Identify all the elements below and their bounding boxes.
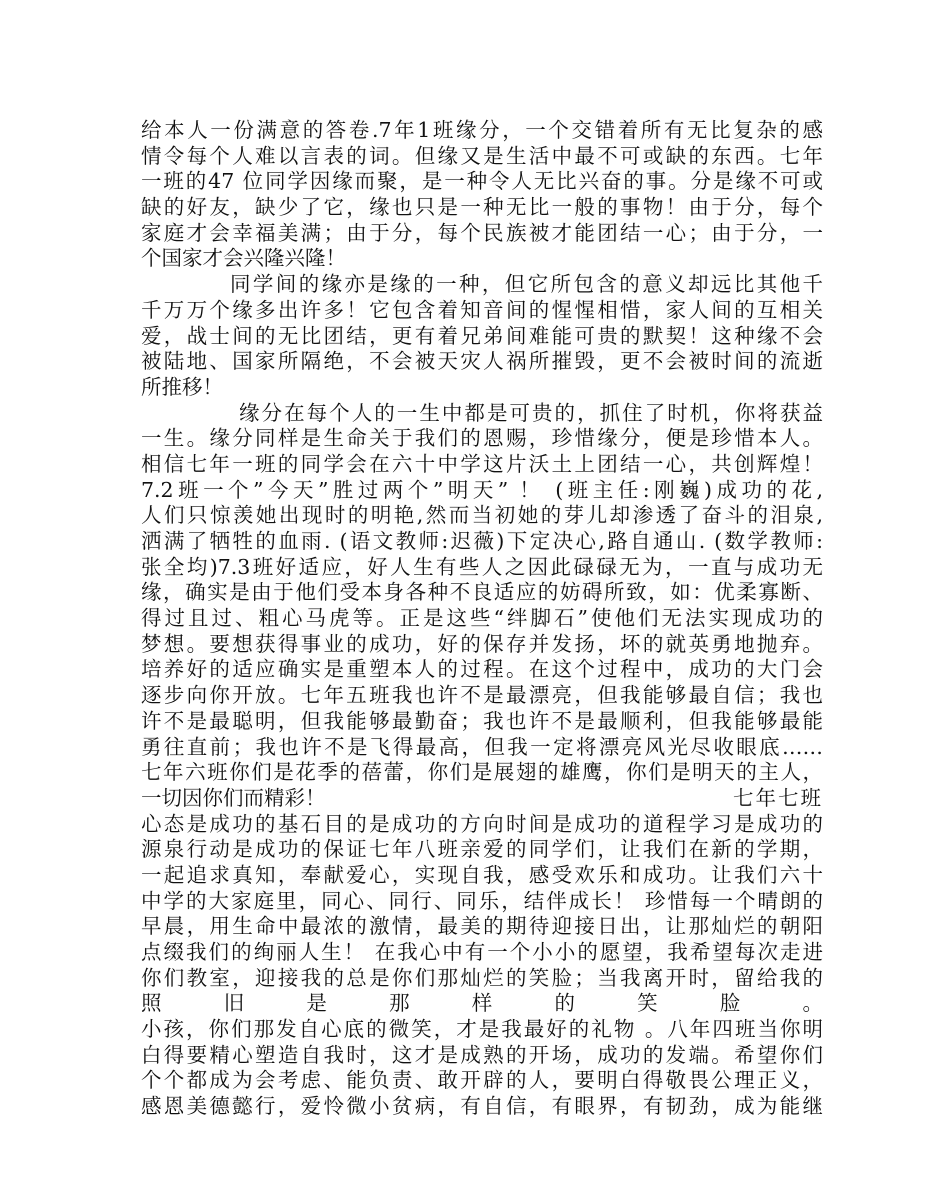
spread-char: 旧 — [223, 991, 245, 1016]
text-line: 中学的大家庭里，同心、同行、同乐，结伴成长！ 珍惜每一个晴朗的 — [141, 888, 823, 913]
text-line — [141, 786, 823, 812]
text-line: 给本人一份满意的答卷.7年1班缘分，一个交错着所有无比复杂的感 — [141, 118, 823, 142]
text-line: 家庭才会幸福美满；由于分，每个民族被才能团结一心；由于分，一 — [141, 220, 823, 245]
text-line: 个个都成为会考虑、能负责、敢开辟的人，要明白得敬畏公理正义， — [141, 1068, 823, 1093]
text-line: 逐步向你开放。七年五班我也许不是最漂亮，但我能够最自信；我也 — [141, 683, 823, 708]
spread-char: 那 — [389, 991, 410, 1016]
text-line: 心态是成功的基石目的是成功的方向时间是成功的道程学习是成功的 — [141, 811, 823, 836]
text-line: 爱，战士间的无比团结，更有着兄弟间难能可贵的默契！这种缘不会 — [141, 323, 823, 348]
document-body — [141, 118, 823, 1120]
text-line: 缺的好友，缺少了它，缘也只是一种无比一般的事物！由于分，每个 — [141, 195, 823, 220]
text-line: 培养好的适应确实是重塑本人的过程。在这个过程中，成功的大门会 — [141, 657, 823, 682]
text-line: 一班的47 位同学因缘而聚，是一种令人无比兴奋的事。分是缘不可或 — [141, 169, 823, 194]
text-line: 一起追求真知，奉献爱心，实现自我，感受欢乐和成功。让我们六十 — [141, 862, 823, 887]
spread-char: 笑 — [637, 991, 658, 1016]
text-line: 许不是最聪明，但我能够最勤奋；我也许不是最顺利，但我能够最能 — [141, 708, 823, 733]
text-line: 相信七年一班的同学会在六十中学这片沃土上团结一心，共创辉煌！ — [141, 451, 823, 476]
text-line: 洒满了牺牲的血雨. (语文教师:迟薇)下定决心,路自通山. (数学教师: — [141, 529, 823, 553]
text-line: 你们教室，迎接我的总是你们那灿烂的笑脸；当我离开时，留给我的 — [141, 965, 823, 990]
text-line: 人们只惊羡她出现时的明艳,然而当初她的芽儿却渗透了奋斗的泪泉, — [141, 503, 823, 528]
line-text: 一切因你们而精彩！ — [141, 785, 326, 810]
text-line: 七年六班你们是花季的蓓蕾，你们是展翅的雄鹰，你们是明天的主人， — [141, 760, 823, 785]
text-line: 千万万个缘多出许多！它包含着知音间的惺惺相惜，家人间的互相关 — [141, 297, 823, 322]
text-line: 点缀我们的绚丽人生！ 在我心中有一个小小的愿望，我希望每次走进 — [141, 940, 823, 964]
text-line: 缘，确实是由于他们受本身各种不良适应的妨碍所致，如：优柔寡断、 — [141, 580, 823, 605]
text-line: 梦想。要想获得事业的成功，好的保存并发扬，坏的就英勇地抛弃。 — [141, 631, 823, 656]
text-line: 缘分在每个人的一生中都是可贵的，抓住了时机，你将获益 — [239, 400, 823, 425]
text-line-spread — [141, 991, 823, 1017]
text-line: 早晨，用生命中最浓的激情，最美的期待迎接日出，让那灿烂的朝阳 — [141, 914, 823, 939]
text-line: 个国家才会兴隆兴隆！ — [141, 246, 346, 271]
text-line: 情令每个人难以言表的词。但缘又是生活中最不可或缺的东西。七年 — [141, 143, 823, 168]
text-line: 勇往直前；我也许不是飞得最高，但我一定将漂亮风光尽收眼底…… — [141, 734, 823, 759]
text-line: 白得要精心塑造自我时，这才是成熟的开场，成功的发端。希望你们 — [141, 1042, 823, 1067]
text-line: 7.2班一个”今天”胜过两个”明天” ！ (班主任:刚巍)成功的花, — [141, 477, 823, 502]
text-line: 张全均)7.3班好适应，好人生有些人之因此碌碌无为，一直与成功无 — [141, 554, 823, 579]
text-line: 感恩美德懿行，爱怜微小贫病，有自信，有眼界，有韧劲，成为能继 — [141, 1094, 823, 1119]
class-label-7-7: 七年七班 — [733, 785, 823, 810]
text-line: 得过且过、粗心马虎等。正是这些“绊脚石”使他们无法实现成功的 — [141, 606, 823, 631]
text-line: 一生。缘分同样是生命关于我们的恩赐，珍惜缘分，便是珍惜本人。 — [141, 426, 823, 451]
spread-char: 脸 — [719, 991, 741, 1016]
text-line: 小孩，你们那发自心底的微笑，才是我最好的礼物 。八年四班当你明 — [141, 1017, 823, 1042]
text-line: 被陆地、国家所隔绝，不会被天灾人祸所摧毁，更不会被时间的流逝 — [141, 349, 823, 374]
spread-char: 样 — [471, 991, 493, 1016]
spread-char: 照 — [141, 991, 162, 1016]
text-line: 所推移！ — [141, 374, 223, 399]
text-line: 同学间的缘亦是缘的一种，但它所包含的意义却远比其他千 — [230, 272, 823, 297]
text-line: 源泉行动是成功的保证七年八班亲爱的同学们，让我们在新的学期， — [141, 837, 823, 862]
spread-char: 的 — [554, 991, 575, 1016]
spread-char: 是 — [306, 991, 327, 1016]
spread-char: 。 — [802, 991, 823, 1016]
